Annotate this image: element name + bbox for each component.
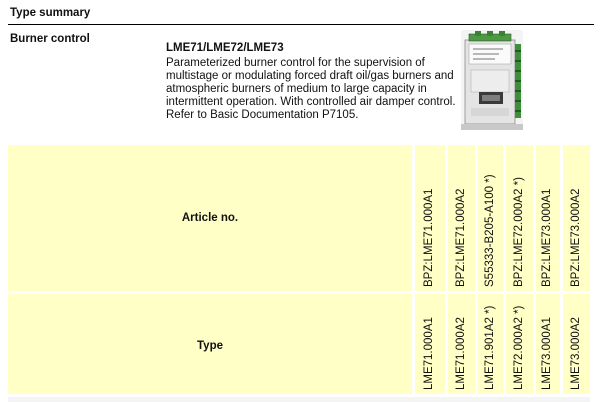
table-cell: [415, 294, 445, 394]
section-divider: [8, 24, 594, 25]
table-cell: [563, 294, 590, 394]
section-title: Type summary: [10, 7, 91, 19]
next-row-edge: [8, 397, 590, 402]
article-no-value: BPZ:LME72.000A2 *): [513, 177, 525, 287]
type-label: Type: [197, 340, 223, 352]
table-cell: [415, 145, 445, 291]
type-label-cell: [8, 294, 412, 394]
article-no-value: BPZ:LME71.000A1: [423, 188, 435, 287]
type-value: LME73.000A2: [570, 317, 582, 390]
type-value: LME72.000A2 *): [513, 305, 525, 390]
table-cell: [506, 294, 533, 394]
table-cell: [536, 294, 560, 394]
type-value: LME71.000A2: [455, 317, 467, 390]
table-cell: [478, 145, 503, 291]
table-cell: [506, 145, 533, 291]
table-cell: [536, 145, 560, 291]
table-cell: [448, 145, 475, 291]
table-cell: [563, 145, 590, 291]
article-no-label-cell: [8, 145, 412, 291]
table-cell: [478, 294, 503, 394]
article-no-label: Article no.: [181, 212, 239, 224]
article-no-value: BPZ:LME71.000A2: [455, 188, 467, 287]
subsection-title: Burner control: [10, 33, 90, 45]
type-value: LME73.000A1: [541, 317, 553, 390]
burner-control-device-image: [461, 30, 523, 130]
type-value: LME71.000A1: [423, 317, 435, 390]
table-cell: [448, 294, 475, 394]
article-no-value: S55333-B205-A100 *): [484, 174, 496, 287]
article-no-value: BPZ:LME73.000A1: [541, 188, 553, 287]
product-name: LME71/LME72/LME73: [166, 42, 284, 54]
product-description: Parameterized burner control for the supervision of multistage or modulating forced draft oil/gas burners and atmospheric burners of medium to large capacity in intermittent operation. With controlled air damper control. Refer to Basic Documentation P7105.: [166, 57, 456, 121]
type-value: LME71.901A2 *): [484, 305, 496, 390]
article-no-value: BPZ:LME73.000A2: [570, 188, 582, 287]
